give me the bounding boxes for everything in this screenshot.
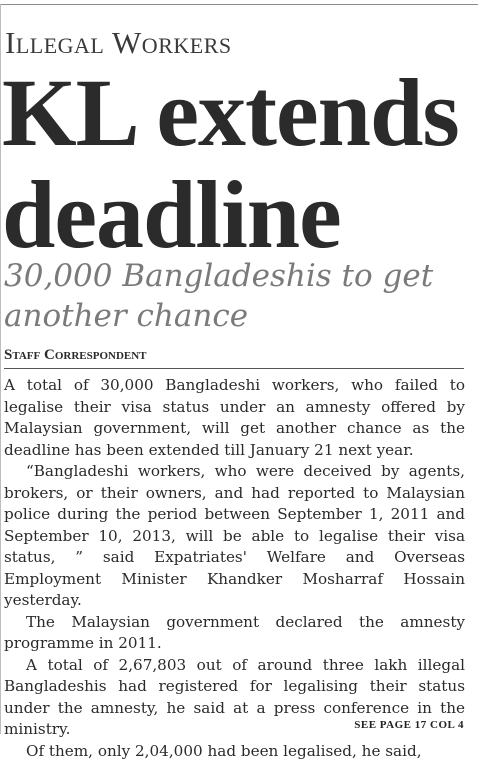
continued-on-page-link[interactable]: SEE PAGE 17 COL 4 — [354, 719, 464, 732]
byline: Staff Correspondent — [4, 346, 147, 364]
article-paragraph: The Malaysian government declared the amnesty programme in 2011. — [4, 612, 465, 655]
subheadline: 30,000 Bangladeshis to get another chance — [4, 256, 474, 336]
top-border — [0, 4, 478, 5]
headline: KL extends deadline — [2, 62, 476, 266]
section-kicker: Illegal Workers — [5, 26, 232, 60]
left-border — [0, 4, 1, 734]
article-paragraph: A total of 30,000 Bangladeshi workers, who failed to legalise their visa status under an amnesty offered by Malaysian government, will get another chance as the deadline has been extended till January 21 next year. — [4, 375, 465, 461]
article-paragraph: Of them, only 2,04,000 had been legalised, he said, — [4, 741, 465, 762]
article-paragraph: “Bangladeshi workers, who were deceived by agents, brokers, or their owners, and had reported to Malaysian police during the period between September 1, 2011 and September 10, 2013, will be able to legalise their visa status, ” said Expatriates' Welfare and Overseas Employment Minister Khandker Mosharraf Hossain yesterday. — [4, 461, 465, 612]
byline-rule — [4, 368, 464, 369]
article-paragraph: A total of 2,67,803 out of around three lakh illegal Bangladeshis had registered for legalising their status under the amnesty, he said at a press conference in the ministry. — [4, 655, 465, 741]
article-body — [4, 375, 465, 762]
